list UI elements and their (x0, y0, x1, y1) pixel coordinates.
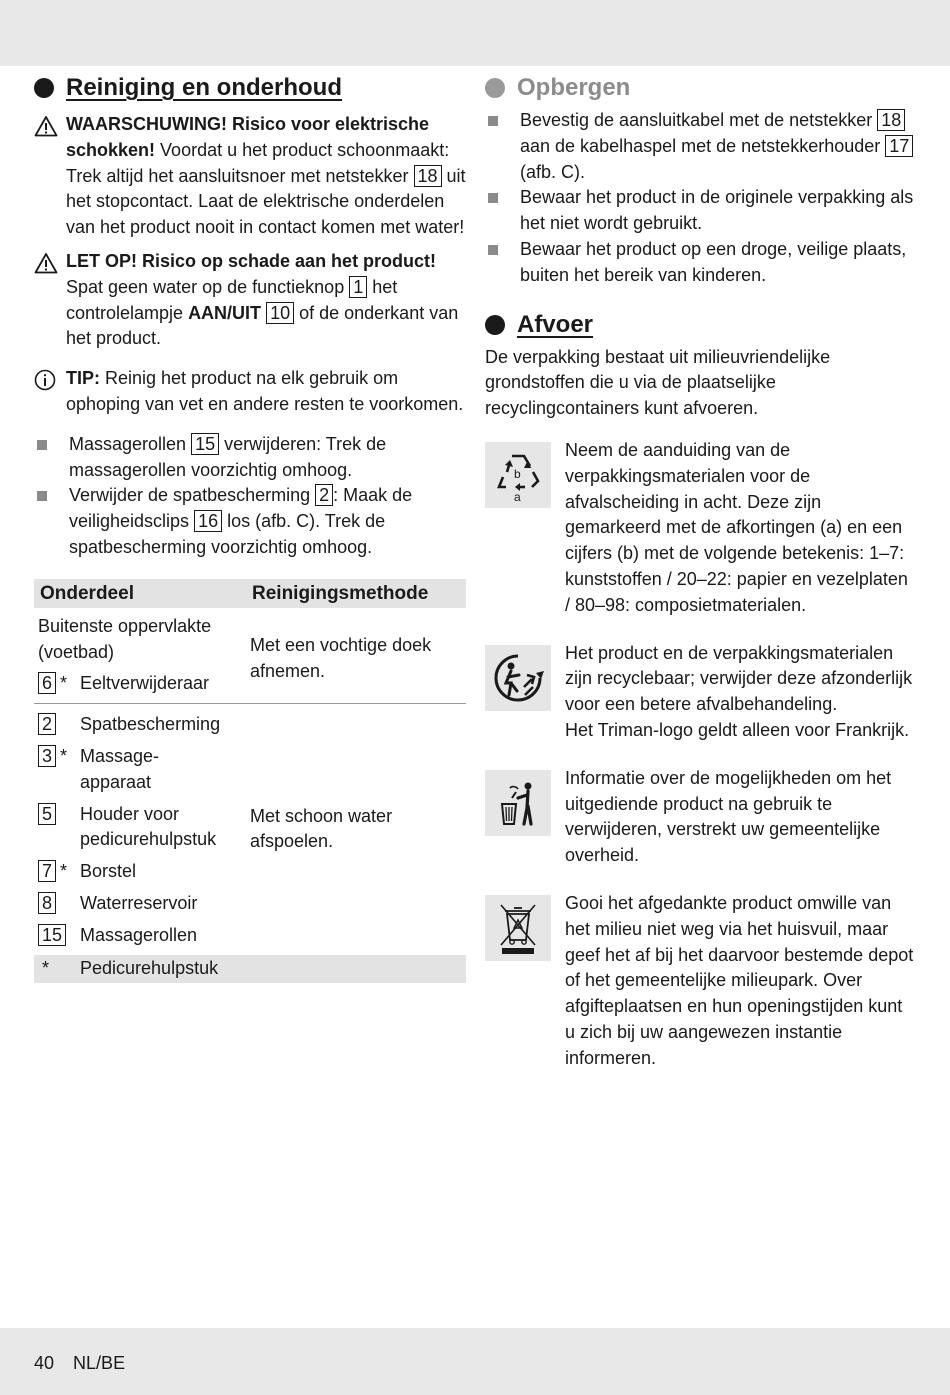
part-name: Massagerollen (80, 924, 198, 945)
table-row (34, 712, 246, 738)
list-item (34, 483, 466, 560)
part-number: 8 (38, 892, 56, 914)
table-row (34, 923, 246, 949)
storage-text: Bewaar het product op een droge, veilige plaats, buiten het bereik van kinderen. (520, 238, 907, 285)
table-row (34, 704, 466, 955)
storage-text: (afb. C). (520, 161, 586, 182)
part-name: Borstel (80, 861, 137, 882)
part-number: 17 (885, 135, 913, 157)
square-bullet-icon (37, 491, 47, 501)
bullet-dot-icon (485, 78, 505, 98)
part-number: 15 (38, 924, 66, 946)
caution-notice (34, 249, 466, 352)
disposal-text: Informatie over de mogelijkheden om het uitgediende product na gebruik te verwijderen, verstrekt uw gemeentelijke overheid. (565, 767, 892, 866)
right-column (485, 74, 915, 1072)
caution-label: LET OP! Risico op schade aan het product! (66, 250, 437, 271)
storage-text: Bevestig de aansluitkabel met de netstekker (520, 110, 878, 130)
disposal-text (565, 641, 915, 744)
table-row (34, 891, 246, 917)
list-item (485, 641, 915, 744)
warning-notice (34, 112, 466, 241)
part-number: 2 (38, 713, 56, 735)
header-band (0, 0, 950, 66)
part-number: 5 (38, 803, 56, 825)
crossed-bin-icon (485, 895, 551, 961)
star-mark: * (42, 957, 50, 978)
disposal-intro: De verpakking bestaat uit milieuvriendelijke grondstoffen die u via de plaatselijke recyclingcontainers kunt afvoeren. (485, 346, 831, 419)
table-row (34, 802, 246, 854)
part-number: 1 (349, 276, 367, 298)
list-item (485, 766, 915, 869)
cleaning-title: Reiniging en onderhoud (34, 74, 466, 102)
list-item (485, 237, 915, 289)
step-text: Massagerollen (69, 433, 192, 454)
storage-text: aan de kabelhaspel met de netstekkerhouder (520, 135, 886, 156)
info-icon (34, 366, 66, 418)
cleaning-steps (34, 432, 466, 561)
recycling-code-icon (485, 442, 551, 508)
star-mark: * (60, 745, 68, 766)
step-text: verwijderen: Trek de massagerollen voorzichtig omhoog. (69, 433, 387, 480)
part-number: 3 (38, 745, 56, 767)
part-number: 16 (194, 510, 222, 532)
square-bullet-icon (37, 440, 47, 450)
disposal-text-part: Het product en de verpakkingsmaterialen zijn recyclebaar; verwijder deze afzonderlijk voor een betere afvalbehandeling. (565, 642, 913, 715)
table-footnote-row (34, 955, 466, 984)
part-name: Pedicurehulpstuk (80, 957, 219, 978)
recycling-code-a: a (514, 489, 521, 502)
step-text: los (afb. C). Trek de spatbescherming voorzichtig omhoog. (69, 511, 386, 557)
square-bullet-icon (488, 193, 498, 203)
recycling-code-b: b (514, 466, 521, 481)
warning-triangle-icon (34, 112, 66, 241)
list-item (485, 438, 915, 619)
part-number: 2 (315, 484, 333, 506)
table-row (34, 671, 246, 697)
storage-title: Opbergen (485, 74, 915, 102)
trash-person-icon (485, 770, 551, 836)
caution-text: Spat geen water op de functieknop (66, 276, 350, 297)
footnote (34, 956, 466, 982)
star-mark: * (60, 861, 68, 882)
square-bullet-icon (488, 245, 498, 255)
step-text: : Maak de veiligheidsclips (69, 485, 413, 532)
warning-text: Voordat u het product schoonmaakt: Trek altijd het aansluitsnoer met netstekker (66, 139, 450, 186)
star-mark: * (60, 673, 68, 694)
table-row (34, 608, 466, 704)
part-number: 15 (191, 433, 219, 455)
caution-text: het controlelampje (66, 276, 398, 323)
column-header: Onderdeel (34, 579, 246, 608)
caution-text: of de onderkant van het product. (66, 302, 459, 349)
tip-text: Reinig het product na elk gebruik om ophoping van vet en andere resten te voorkomen. (66, 368, 464, 414)
part-name: Houder voor pedicurehulpstuk (80, 803, 217, 850)
step-text: Verwijder de spatbescherming (69, 485, 316, 506)
bullet-dot-icon (485, 315, 505, 335)
warning-label: WAARSCHUWING! Risico voor elektrische schokken! (66, 114, 430, 160)
part-name: Buitenste oppervlakte (voetbad) (38, 615, 212, 662)
cleaning-method: Met schoon water afspoelen. (250, 805, 393, 852)
page-footer (34, 1353, 139, 1374)
part-number: 18 (414, 165, 442, 187)
part-name: Spatbescherming (80, 714, 221, 735)
storage-text: Bewaar het product in de originele verpakking als het niet wordt gebruikt. (520, 187, 914, 234)
cleaning-table (34, 579, 466, 984)
part-name: Eeltverwijderaar (80, 673, 210, 694)
footer-band (0, 1328, 950, 1395)
triman-icon (485, 645, 551, 711)
bullet-dot-icon (34, 78, 54, 98)
page-number: 40 (34, 1353, 55, 1373)
part-name: Waterreservoir (80, 892, 198, 913)
square-bullet-icon (488, 116, 498, 126)
part-number: 10 (266, 302, 294, 324)
disposal-title: Afvoer (485, 311, 915, 339)
table-row (34, 744, 246, 796)
warning-text: uit het stopcontact. Laat de elektrische onderdelen van het product nooit in contact komen met water! (66, 165, 466, 238)
caution-triangle-icon (34, 249, 66, 352)
language-code: NL/BE (73, 1353, 126, 1373)
disposal-text: Gooi het afgedankte product omwille van het milieu niet weg via het huisvuil, maar geef het af bij het daarvoor bestemde depot of het gemeentelijke milieupark. Over afgifteplaatsen en hun openingstijden kunt u zich bij uw aangewezen instantie informeren. (565, 892, 914, 1068)
part-number: 18 (877, 109, 905, 131)
part-name: Massage-apparaat (80, 745, 160, 792)
list-item (485, 891, 915, 1072)
table-row (34, 859, 246, 885)
list-item (34, 432, 466, 484)
cleaning-method: Met een vochtige doek afnemen. (250, 634, 432, 681)
caution-bold: AAN/UIT (188, 302, 262, 323)
part-number: 6 (38, 672, 56, 694)
disposal-text: Neem de aanduiding van de verpakkingsmaterialen voor de afvalscheiding in acht. Deze zijn gemarkeerd met de afkortingen (a) en een cijfers (b) met de volgende betekenis: 1–7: kunststoffen / 20–22: papier en vezelplaten / 80–98: composietmaterialen. (565, 439, 908, 615)
list-item (485, 108, 915, 185)
list-item (485, 185, 915, 237)
storage-list (485, 108, 915, 289)
tip-notice (34, 366, 466, 418)
left-column (34, 74, 466, 983)
column-header: Reinigingsmethode (246, 579, 466, 608)
tip-label: TIP: (66, 368, 100, 389)
table-header (34, 579, 466, 608)
disposal-text-part: Het Triman-logo geldt alleen voor Frankrijk. (565, 719, 910, 740)
part-number: 7 (38, 860, 56, 882)
